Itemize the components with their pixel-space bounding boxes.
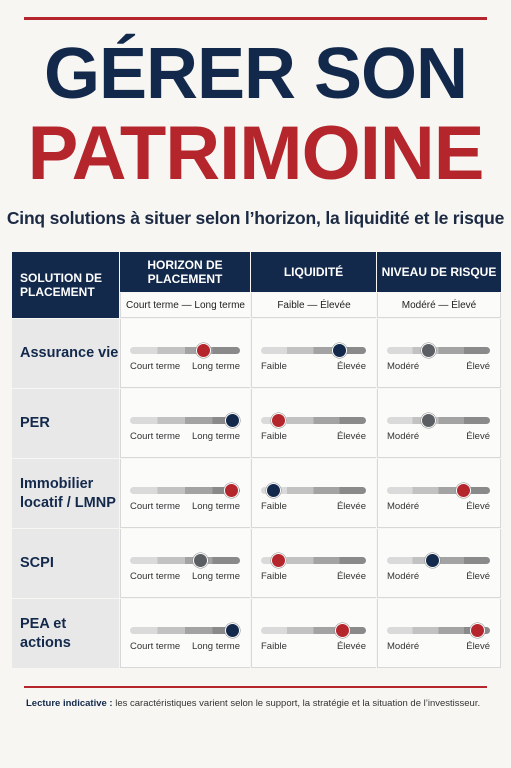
header-liquidite: LIQUIDITÉ [251,252,376,292]
rating-marker [271,553,286,568]
title-line-2: PATRIMOINE [27,111,484,196]
rating-cell-horizon [120,319,250,388]
scale-low-label: Faible [261,501,287,512]
table-row [12,459,501,529]
scale-high-label: Élevé [466,361,490,372]
table-row [12,599,501,669]
rating-track [130,417,240,424]
rating-track [261,417,366,424]
scale-low-label: Court terme [130,641,181,652]
rating-track [130,557,240,564]
rating-track [261,627,366,634]
rating-cell-risque [377,459,501,528]
rating-track [387,487,490,494]
rating-cell-risque [377,319,501,388]
scale-horizon: Court terme — Long terme [120,293,250,318]
scale-high-label: Long terme [191,361,240,372]
rating-marker [225,413,240,428]
scale-low-label: Faible [261,361,287,372]
scale-low-label: Court terme [130,571,181,582]
rating-track [387,347,490,354]
title-line-1: GÉRER SON [43,34,468,114]
scale-high-label: Long terme [191,501,240,512]
rating-track [261,557,366,564]
rating-track [387,417,490,424]
rating-marker [271,413,286,428]
rating-marker [266,483,281,498]
rating-track [261,487,366,494]
rating-marker [421,413,436,428]
scale-high-label: Élevée [336,571,366,582]
rating-track [387,627,490,634]
rating-marker [193,553,208,568]
rating-cell-horizon [120,459,250,528]
rating-marker [425,553,440,568]
rating-cell-risque [377,599,501,668]
table-row [12,319,501,389]
scale-risque: Modéré — Élevé [377,293,501,318]
rating-cell-horizon [120,599,250,668]
scale-low-label: Modéré [387,641,420,652]
rating-track [130,487,240,494]
scale-low-label: Court terme [130,431,181,442]
header-solution: SOLUTION DE PLACEMENT [12,252,119,318]
scale-high-label: Élevé [466,571,490,582]
table-row [12,389,501,459]
rating-marker [225,623,240,638]
solution-name: Assurance vie [12,319,119,388]
rating-marker [470,623,485,638]
solution-name: PER [12,389,119,458]
rating-cell-risque [377,389,501,458]
scale-high-label: Élevé [466,501,490,512]
scale-low-label: Modéré [387,361,420,372]
rating-marker [332,343,347,358]
footnote-label: Lecture indicative : [26,698,113,709]
header-risque: NIVEAU DE RISQUE [377,252,501,292]
top-rule [24,17,487,20]
scale-high-label: Élevée [336,641,366,652]
rating-cell-risque [377,529,501,598]
scale-high-label: Élevée [336,361,366,372]
scale-low-label: Faible [261,431,287,442]
footnote [26,698,496,709]
scale-low-label: Modéré [387,571,420,582]
header-horizon: HORIZON DE PLACEMENT [120,252,250,292]
rating-cell-liquidite [251,459,376,528]
scale-high-label: Élevé [466,431,490,442]
scale-liquidite: Faible — Élevée [251,293,376,318]
rating-cell-horizon [120,529,250,598]
subtitle: Cinq solutions à situer selon l’horizon, la liquidité et le risque [6,208,505,228]
rating-marker [456,483,471,498]
scale-low-label: Faible [261,641,287,652]
rating-track [130,627,240,634]
scale-high-label: Long terme [191,571,240,582]
comparison-table [12,252,501,667]
scale-high-label: Élevée [336,431,366,442]
scale-high-label: Long terme [191,641,240,652]
rating-marker [196,343,211,358]
scale-low-label: Modéré [387,501,420,512]
solution-name: SCPI [12,529,119,598]
scale-low-label: Modéré [387,431,420,442]
scale-high-label: Élevé [466,641,490,652]
rating-marker [421,343,436,358]
scale-low-label: Court terme [130,501,181,512]
footnote-text: les caractéristiques varient selon le support, la stratégie et la situation de l’investisseur. [112,698,481,709]
solution-name: Immobilier locatif / LMNP [12,459,119,528]
rating-cell-liquidite [251,319,376,388]
rating-cell-liquidite [251,389,376,458]
solution-name: PEA et actions [12,599,119,668]
table-row [12,529,501,599]
rating-track [261,347,366,354]
scale-low-label: Court terme [130,361,181,372]
rating-cell-liquidite [251,529,376,598]
bottom-rule [24,686,487,688]
scale-high-label: Long terme [191,431,240,442]
rating-marker [224,483,239,498]
scale-low-label: Faible [261,571,287,582]
rating-track [387,557,490,564]
rating-track [130,347,240,354]
rating-cell-liquidite [251,599,376,668]
rating-marker [335,623,350,638]
rating-cell-horizon [120,389,250,458]
scale-high-label: Élevée [336,501,366,512]
